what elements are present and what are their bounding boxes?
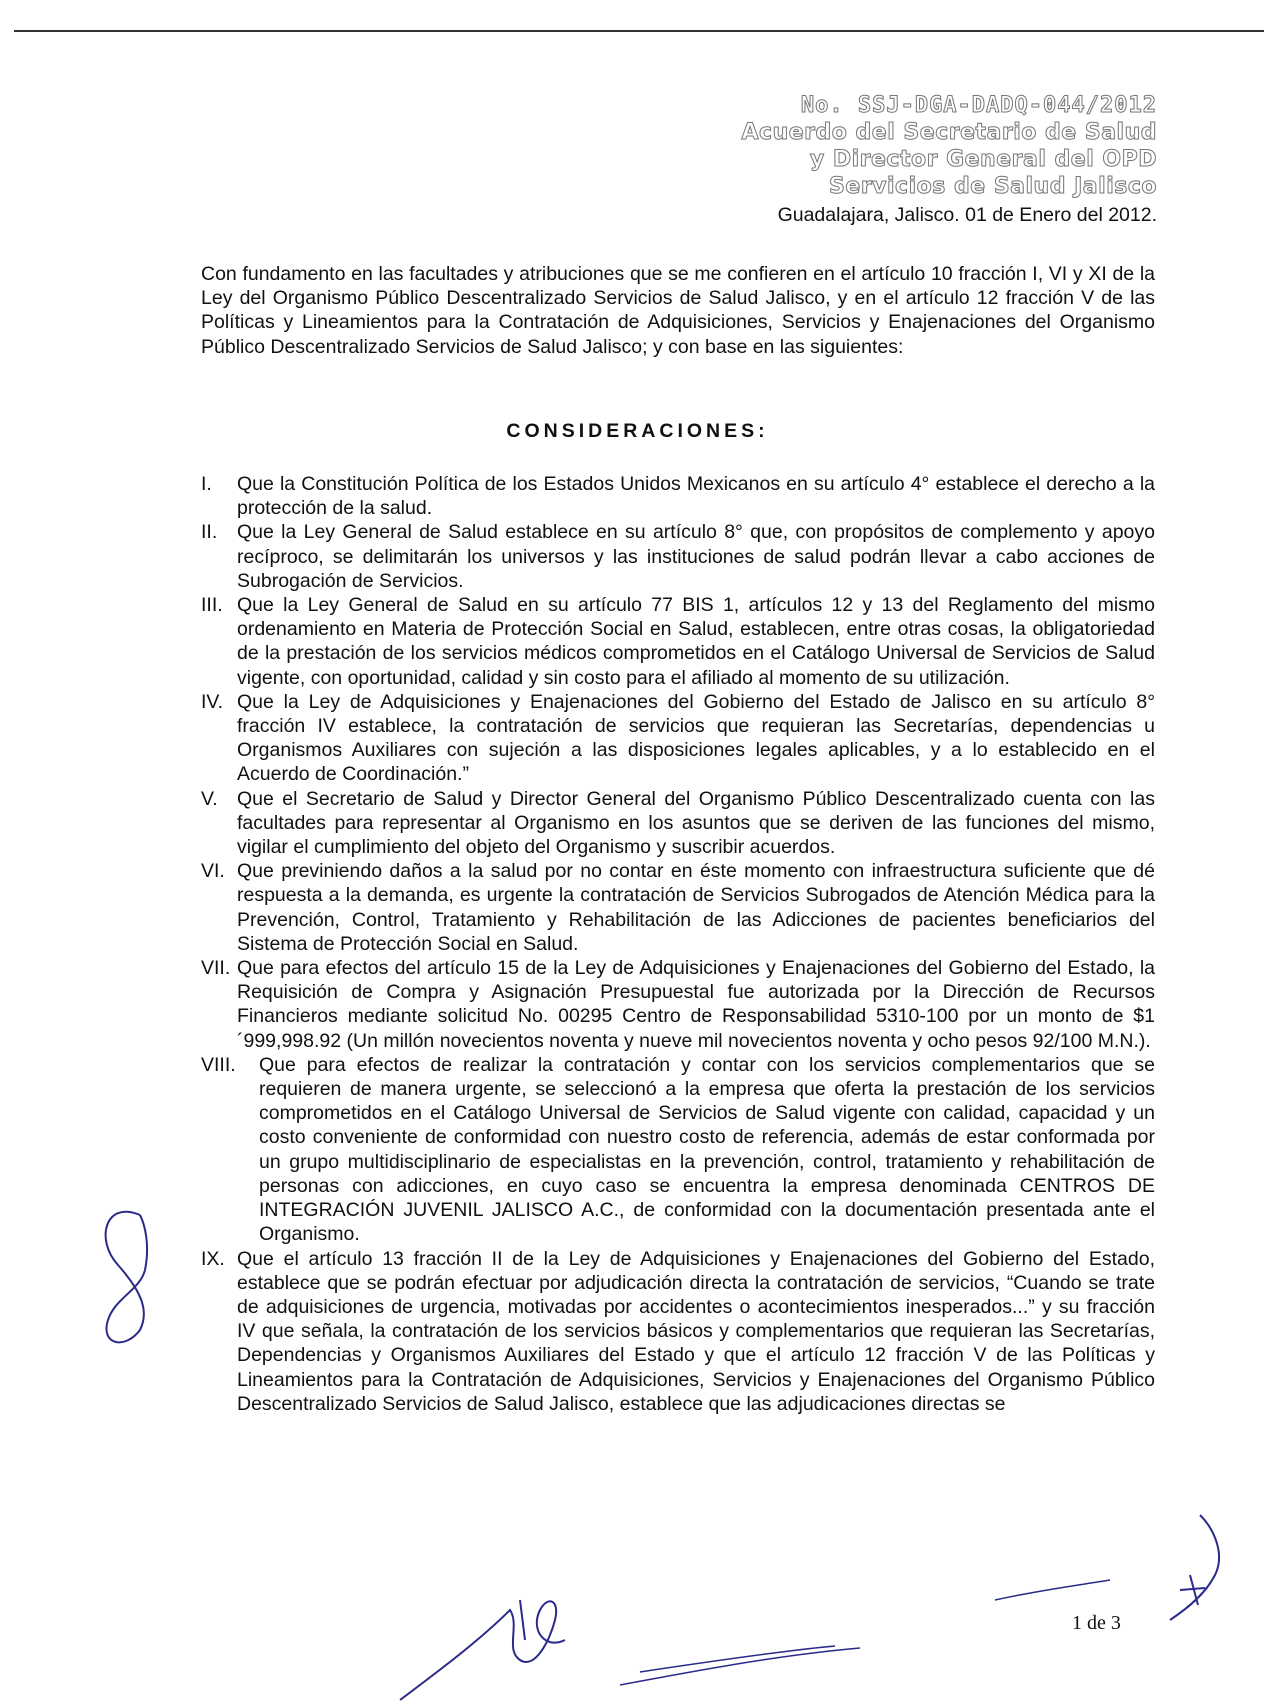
item-number: V. [201,787,218,810]
page-number: 1 de 3 [1072,1612,1121,1634]
consideration-item [201,787,1155,860]
item-number: VII. [201,957,231,980]
item-text: Que para efectos de realizar la contratación y contar con los servicios complementarios que se requieren de manera urgente, se seleccionó a la empresa que oferta la prestación de los servicios comprometidos en el Catálogo Universal de Servicios de Salud vigente con calidad, capacidad y un costo conveniente de conformidad con nuestro costo de referencia, además de estar conformada por un grupo multidisciplinario de especialistas en la prevención, control, tratamiento y rehabilitación de personas con adicciones, en cuyo caso se encuentra la empresa denominada CENTROS DE INTEGRACIÓN JUVENIL JALISCO A.C., de conformidad con la documentación presentada ante el Organismo. [259,1053,1155,1246]
item-text: Que la Constitución Política de los Estados Unidos Mexicanos en su artículo 4° establece el derecho a la protección de la salud. [237,473,1155,520]
item-text: Que para efectos del artículo 15 de la Ley de Adquisiciones y Enajenaciones del Gobierno del Estado, la Requisición de Compra y Asignación Presupuestal fue autorizada por la Dirección de Recursos Financieros mediante solicitud No. 00295 Centro de Responsabilidad 5310-100 por un monto de $1´999,998.92 (Un millón novecientos noventa y nueve mil novecientos noventa y ocho pesos 92/100 M.N.). [237,957,1155,1052]
consideration-item [201,1053,1155,1247]
item-text: Que previniendo daños a la salud por no contar en éste momento con infraestructura suficiente que dé respuesta a la demanda, es urgente la contratación de Servicios Subrogados de Atención Médica para la Prevención, Control, Tratamiento y Rehabilitación de las Adicciones de pacientes beneficiarios del Sistema de Protección Social en Salud. [237,860,1155,955]
intro-paragraph: Con fundamento en las facultades y atribuciones que se me confieren en el artículo 10 fracción I, VI y XI de la Ley del Organismo Público Descentralizado Servicios de Salud Jalisco, y en el artículo 12 fracción V de las Políticas y Lineamientos para la Contratación de Adquisiciones, Servicios y Enajenaciones del Organismo Público Descentralizado Servicios de Salud Jalisco; y con base en las siguientes: [201,263,1155,358]
item-text: Que el artículo 13 fracción II de la Ley de Adquisiciones y Enajenaciones del Gobierno del Estado, establece que se podrán efectuar por adjudicación directa la contratación de servicios, “Cuando se trate de adquisiciones de urgencia, motivadas por accidentes o acontecimientos inesperados...” y su fracción IV que señala, la contratación de los servicios básicos y complementarios que requieran las Secretarías, Dependencias y Organismos Auxiliares del Estado y que el artículo 12 fracción V de las Políticas y Lineamientos para la Contratación de Adquisiciones, Servicios y Enajenaciones del Organismo Público Descentralizado Servicios de Salud Jalisco, establece que las adjudicaciones directas se [237,1247,1155,1415]
consideration-item [201,472,1155,520]
initials-left-margin [106,1212,147,1343]
item-text: Que la Ley General de Salud en su artículo 77 BIS 1, artículos 12 y 13 del Reglamento del mismo ordenamiento en Materia de Protección Social en Salud, establecen, entre otras cosas, la obligatoriedad de la prestación de los servicios médicos comprometidos en el Catálogo Universal de Servicios de Salud vigente, con oportunidad, calidad y sin costo para el afiliado al momento de su utilización. [237,594,1155,689]
consideration-item [201,956,1155,1053]
considerations-list [201,472,1155,1416]
consideration-item [201,859,1155,956]
item-number: I. [201,473,212,495]
item-text: Que la Ley General de Salud establece en su artículo 8° que, con propósitos de complemento y apoyo recíproco, se delimitarán los universos y las instituciones de salud podrán llevar a cabo acciones de Subrogación de Servicios. [237,521,1155,592]
signature-line [620,1580,1110,1685]
document-header [742,92,1157,227]
item-number: IX. [201,1247,225,1270]
item-number: III. [201,594,223,617]
header-line-3: y Director General del OPD [809,147,1157,172]
header-line-2: Acuerdo del Secretario de Salud [741,120,1157,145]
item-number: II. [201,521,218,544]
signature-bottom [400,1600,565,1700]
section-title: CONSIDERACIONES: [506,420,769,442]
item-number: IV. [201,690,224,713]
header-line-4: Servicios de Salud Jalisco [829,174,1157,199]
item-text: Que el Secretario de Salud y Director General del Organismo Público Descentralizado cuenta con las facultades para representar al Organismo en los asuntos que se deriven de las funciones del mismo, vigilar el cumplimiento del objeto del Organismo y suscribir acuerdos. [237,787,1155,859]
consideration-item [201,520,1155,593]
item-number: VI. [201,860,225,883]
document-number: No. SSJ-DGA-DADQ-044/2012 [800,93,1157,118]
consideration-item [201,690,1155,787]
consideration-item [201,593,1155,690]
consideration-item [201,1247,1155,1416]
item-number: VIII. [201,1053,236,1076]
initials-right-margin [1170,1515,1219,1620]
item-text: Que la Ley de Adquisiciones y Enajenaciones del Gobierno del Estado de Jalisco en su artículo 8° fracción IV establece, la contratación de servicios que requieran las Secretarías, dependencias u Organismos Auxiliares con sujeción a las disposiciones legales aplicables, y a lo establecido en el Acuerdo de Coordinación.” [237,690,1155,786]
top-rule [14,30,1264,32]
place-date: Guadalajara, Jalisco. 01 de Enero del 2012. [777,204,1157,226]
